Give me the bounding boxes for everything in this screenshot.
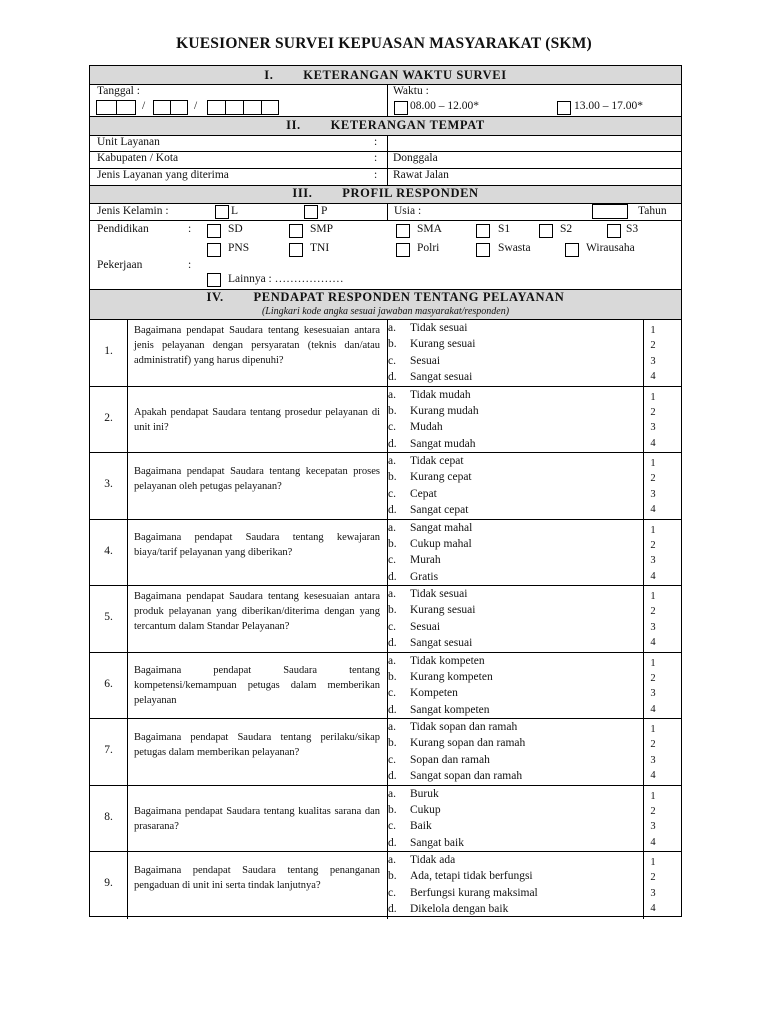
score-code[interactable]: 3 [650, 422, 656, 434]
pendidikan-smp-label: SMP [310, 223, 334, 235]
option-text: Tidak kompeten [410, 654, 485, 667]
jenis-layanan-value[interactable]: Rawat Jalan [393, 169, 449, 181]
option-text: Sangat sesuai [410, 371, 473, 384]
score-codes [644, 390, 662, 452]
question-number: 2. [104, 411, 113, 424]
answer-option[interactable] [388, 520, 472, 536]
option-letter: d. [388, 637, 397, 650]
option-letter: b. [388, 404, 397, 417]
option-letter: b. [388, 338, 397, 351]
answer-option[interactable] [388, 653, 493, 669]
score-codes [644, 323, 662, 385]
score-code[interactable]: 3 [650, 821, 656, 833]
score-code[interactable]: 1 [650, 724, 656, 735]
answer-options [388, 719, 525, 785]
answer-option[interactable] [388, 486, 472, 502]
pendidikan-sd-checkbox[interactable] [207, 224, 221, 238]
colon: : [374, 136, 378, 148]
option-letter: a. [388, 521, 396, 534]
colon: : [188, 223, 192, 235]
answer-options [388, 520, 472, 586]
option-text: Tidak mudah [410, 388, 471, 401]
score-code[interactable]: 1 [650, 458, 656, 469]
answer-option[interactable] [388, 387, 479, 403]
option-letter: b. [388, 670, 397, 683]
option-letter: d. [388, 703, 397, 716]
answer-option[interactable] [388, 852, 538, 868]
option-text: Kurang kompeten [410, 670, 493, 683]
score-codes [644, 855, 662, 917]
question-row [90, 453, 681, 520]
answer-options [388, 453, 472, 519]
score-code[interactable]: 2 [650, 672, 656, 684]
option-letter: c. [388, 554, 396, 567]
pekerjaan-pns-label: PNS [228, 242, 250, 254]
answer-option[interactable] [388, 536, 472, 552]
question-text: Apakah pendapat Saudara tentang prosedur pelayanan di unit ini? [134, 406, 380, 433]
score-code[interactable]: 4 [650, 903, 656, 915]
section-1-heading: I. KETERANGAN WAKTU SURVEI [264, 68, 507, 82]
answer-option[interactable] [388, 818, 464, 834]
usia-input[interactable] [592, 204, 628, 219]
answer-option[interactable] [388, 619, 475, 635]
option-text: Tidak sopan dan ramah [410, 721, 518, 733]
option-text: Sopan dan ramah [410, 753, 490, 766]
pendidikan-s3-checkbox[interactable] [607, 224, 621, 238]
tanggal-label: Tanggal : [97, 85, 140, 97]
section-2-heading: II. KETERANGAN TEMPAT [286, 118, 485, 132]
question-number: 9. [104, 877, 113, 890]
pendidikan-s2-label: S2 [560, 223, 573, 235]
answer-option[interactable] [388, 719, 525, 735]
gender-l-label: L [231, 205, 239, 217]
question-text: Bagaimana pendapat Saudara tentang kesesuaian antara jenis pelayanan dengan persyaratan (teknis dan/atau administratif) yang harus dipenuhi? [134, 325, 380, 367]
score-code[interactable]: 3 [650, 688, 656, 700]
score-code[interactable]: 1 [650, 591, 656, 602]
waktu-siang-label: 13.00 – 17.00* [574, 100, 643, 112]
pekerjaan-lainnya-checkbox[interactable] [207, 273, 221, 287]
option-text: Cepat [410, 487, 437, 500]
score-code[interactable]: 2 [650, 805, 656, 817]
answer-option[interactable] [388, 403, 479, 419]
option-letter: a. [388, 654, 396, 667]
option-letter: a. [388, 455, 396, 467]
answer-option[interactable] [388, 868, 538, 884]
answer-option[interactable] [388, 469, 472, 485]
pendidikan-s1-label: S1 [498, 223, 511, 235]
option-text: Tidak ada [410, 854, 456, 866]
option-letter: b. [388, 604, 397, 617]
option-letter: b. [388, 870, 397, 883]
option-text: Gratis [410, 570, 439, 583]
answer-option[interactable] [388, 569, 472, 585]
score-codes [644, 456, 662, 518]
option-text: Kurang sopan dan ramah [410, 737, 526, 750]
option-text: Tidak sesuai [410, 322, 468, 334]
score-code[interactable]: 1 [650, 325, 656, 336]
answer-option[interactable] [388, 802, 464, 818]
score-code[interactable]: 3 [650, 887, 656, 899]
option-letter: d. [388, 770, 397, 783]
colon: : [374, 152, 378, 164]
question-number: 4. [104, 544, 113, 557]
pekerjaan-label: Pekerjaan [97, 259, 143, 271]
option-text: Sangat sopan dan ramah [410, 770, 523, 783]
colon: : [374, 169, 378, 181]
score-code[interactable]: 4 [650, 703, 656, 715]
answer-option[interactable] [388, 735, 525, 751]
jenis-layanan-label: Jenis Layanan yang diterima [97, 169, 229, 181]
answer-option[interactable] [388, 436, 479, 452]
answer-option[interactable] [388, 752, 525, 768]
option-text: Kompeten [410, 687, 458, 700]
option-letter: d. [388, 504, 397, 517]
option-text: Kurang cepat [410, 471, 472, 484]
question-text: Bagaimana pendapat Saudara tentang kesesuaian antara produk pelayanan yang diberikan/diterima dengan yang tercantum dalam Standar Pelayanan? [134, 591, 380, 633]
option-text: Tidak cepat [410, 455, 464, 467]
score-code[interactable]: 1 [650, 657, 656, 669]
pekerjaan-tni-label: TNI [310, 242, 330, 254]
answer-option[interactable] [388, 320, 475, 336]
option-text: Sesuai [410, 354, 441, 367]
pekerjaan-polri-checkbox[interactable] [396, 243, 410, 257]
option-letter: c. [388, 620, 396, 633]
score-code[interactable]: 3 [650, 555, 656, 567]
answer-option[interactable] [388, 369, 475, 385]
option-text: Berfungsi kurang maksimal [410, 886, 538, 899]
score-code[interactable]: 3 [650, 488, 656, 500]
score-code[interactable]: 2 [650, 406, 656, 418]
waktu-pagi-label: 08.00 – 12.00* [410, 100, 479, 112]
option-letter: c. [388, 820, 396, 833]
option-text: Tidak sesuai [410, 588, 468, 600]
option-letter: c. [388, 886, 396, 899]
option-letter: b. [388, 737, 397, 750]
question-text: Bagaimana pendapat Saudara tentang kecepatan proses pelayanan oleh petugas pelayanan? [134, 465, 380, 492]
question-text: Bagaimana pendapat Saudara tentang kualitas sarana dan prasarana? [134, 805, 380, 832]
pekerjaan-pns-checkbox[interactable] [207, 243, 221, 257]
option-letter: a. [388, 322, 396, 334]
score-code[interactable]: 4 [650, 371, 656, 383]
section-3-heading: III. PROFIL RESPONDEN [292, 186, 479, 200]
score-code[interactable]: 4 [650, 437, 656, 449]
option-letter: b. [388, 471, 397, 484]
question-text: Bagaimana pendapat Saudara tentang kompetensi/kemampuan petugas dalam memberikan pelayanan [134, 665, 380, 707]
pendidikan-sma-checkbox[interactable] [396, 224, 410, 238]
colon: : [188, 259, 192, 271]
answer-option[interactable] [388, 419, 479, 435]
option-text: Ada, tetapi tidak berfungsi [410, 870, 533, 883]
option-text: Cukup mahal [410, 537, 472, 550]
option-letter: c. [388, 487, 396, 500]
kabupaten-value[interactable]: Donggala [393, 152, 438, 164]
question-row [90, 719, 681, 786]
question-number: 3. [104, 478, 113, 491]
option-letter: c. [388, 354, 396, 367]
page-title: KUESIONER SURVEI KEPUASAN MASYARAKAT (SKM) [176, 35, 592, 52]
option-text: Baik [410, 820, 432, 833]
option-text: Sangat sesuai [410, 637, 473, 650]
question-row [90, 387, 681, 454]
score-code[interactable]: 2 [650, 473, 656, 485]
option-letter: c. [388, 687, 396, 700]
answer-option[interactable] [388, 685, 493, 701]
date-separator: / [194, 100, 198, 112]
score-code[interactable]: 2 [650, 340, 656, 352]
option-letter: d. [388, 437, 397, 450]
question-number: 8. [104, 810, 113, 823]
answer-option[interactable] [388, 901, 538, 917]
score-code[interactable]: 3 [650, 621, 656, 633]
option-letter: a. [388, 854, 396, 866]
answer-options [388, 320, 475, 386]
question-row [90, 320, 681, 387]
score-code[interactable]: 2 [650, 739, 656, 751]
score-code[interactable]: 4 [650, 770, 656, 782]
option-text: Murah [410, 554, 441, 567]
questionnaire-form [89, 65, 682, 917]
question-text: Bagaimana pendapat Saudara tentang kewajaran biaya/tarif pelayanan yang diberikan? [134, 532, 380, 559]
answer-option[interactable] [388, 453, 472, 469]
answer-option[interactable] [388, 502, 472, 518]
option-text: Mudah [410, 421, 443, 434]
score-codes [644, 589, 662, 651]
score-code[interactable]: 3 [650, 355, 656, 367]
option-text: Sesuai [410, 620, 441, 633]
score-codes [644, 789, 662, 851]
option-letter: a. [388, 388, 396, 401]
question-row [90, 586, 681, 653]
question-text: Bagaimana pendapat Saudara tentang penanganan pengaduan di unit ini serta tindak lanjutnya? [134, 864, 380, 891]
option-letter: d. [388, 836, 397, 849]
score-code[interactable]: 2 [650, 606, 656, 618]
option-text: Sangat mudah [410, 437, 476, 450]
score-codes [644, 722, 662, 784]
pendidikan-smp-checkbox[interactable] [289, 224, 303, 238]
option-text: Kurang sesuai [410, 338, 476, 351]
score-code[interactable]: 4 [650, 637, 656, 649]
score-code[interactable]: 4 [650, 836, 656, 848]
score-code[interactable]: 2 [650, 872, 656, 884]
pekerjaan-lainnya-label: Lainnya : ……………… [228, 273, 344, 285]
pekerjaan-swasta-label: Swasta [498, 242, 531, 254]
option-letter: c. [388, 421, 396, 434]
score-code[interactable]: 1 [650, 790, 656, 802]
question-number: 7. [104, 744, 113, 757]
option-text: Sangat baik [410, 836, 464, 849]
score-code[interactable]: 1 [650, 857, 656, 868]
section-4-instruction: (Lingkari kode angka sesuai jawaban masyarakat/responden) [261, 306, 510, 317]
pekerjaan-tni-checkbox[interactable] [289, 243, 303, 257]
gender-p-label: P [321, 205, 328, 217]
score-code[interactable]: 4 [650, 504, 656, 516]
tahun-label: Tahun [638, 205, 667, 217]
score-codes [644, 656, 662, 718]
answer-option[interactable] [388, 835, 464, 851]
option-text: Sangat mahal [410, 521, 473, 534]
question-number: 5. [104, 611, 113, 624]
question-number: 1. [104, 345, 113, 358]
option-text: Sangat kompeten [410, 703, 490, 716]
pekerjaan-wirausaha-label: Wirausaha [586, 242, 635, 254]
option-letter: c. [388, 753, 396, 766]
answer-option[interactable] [388, 586, 475, 602]
pekerjaan-polri-label: Polri [417, 242, 440, 254]
gender-p-checkbox[interactable] [304, 205, 318, 219]
usia-label: Usia : [394, 205, 422, 217]
day-input[interactable] [96, 100, 136, 115]
answer-option[interactable] [388, 768, 525, 784]
option-letter: b. [388, 803, 397, 816]
year-input[interactable] [207, 100, 279, 115]
waktu-pagi-checkbox[interactable] [394, 101, 408, 115]
unit-layanan-label: Unit Layanan [97, 136, 160, 148]
question-number: 6. [104, 677, 113, 690]
waktu-label: Waktu : [393, 85, 429, 97]
pendidikan-s1-checkbox[interactable] [476, 224, 490, 238]
option-text: Kurang sesuai [410, 604, 476, 617]
option-text: Kurang mudah [410, 404, 479, 417]
question-row [90, 852, 681, 919]
answer-option[interactable] [388, 602, 475, 618]
pendidikan-sma-label: SMA [417, 223, 442, 235]
score-code[interactable]: 4 [650, 570, 656, 582]
option-letter: d. [388, 903, 397, 916]
option-letter: d. [388, 371, 397, 384]
score-code[interactable]: 1 [650, 391, 656, 403]
answer-options [388, 786, 464, 852]
score-code[interactable]: 3 [650, 754, 656, 766]
option-text: Buruk [410, 787, 439, 800]
score-code[interactable]: 2 [650, 539, 656, 551]
option-letter: a. [388, 588, 396, 600]
date-separator: / [142, 100, 146, 112]
answer-option[interactable] [388, 353, 475, 369]
question-text: Bagaimana pendapat Saudara tentang perilaku/sikap petugas dalam memberikan pelayanan? [134, 731, 380, 758]
answer-options [388, 586, 475, 652]
answer-option[interactable] [388, 552, 472, 568]
question-row [90, 520, 681, 587]
gender-l-checkbox[interactable] [215, 205, 229, 219]
answer-option[interactable] [388, 336, 475, 352]
pendidikan-s3-label: S3 [626, 223, 639, 235]
pendidikan-sd-label: SD [228, 223, 243, 235]
month-input[interactable] [153, 100, 188, 115]
option-text: Sangat cepat [410, 504, 469, 517]
pendidikan-label: Pendidikan [97, 223, 149, 235]
question-row [90, 653, 681, 720]
pendidikan-s2-checkbox[interactable] [539, 224, 553, 238]
option-letter: a. [388, 721, 396, 733]
question-row [90, 786, 681, 853]
answer-option[interactable] [388, 635, 475, 651]
option-text: Cukup [410, 803, 441, 816]
section-4-heading: IV. PENDAPAT RESPONDEN TENTANG PELAYANAN [206, 290, 565, 304]
waktu-siang-checkbox[interactable] [557, 101, 571, 115]
answer-option[interactable] [388, 702, 493, 718]
answer-option[interactable] [388, 786, 464, 802]
pekerjaan-wirausaha-checkbox[interactable] [565, 243, 579, 257]
score-code[interactable]: 1 [650, 524, 656, 536]
pekerjaan-swasta-checkbox[interactable] [476, 243, 490, 257]
option-letter: a. [388, 787, 396, 800]
answer-options [388, 653, 493, 719]
score-codes [644, 523, 662, 585]
answer-option[interactable] [388, 885, 538, 901]
option-text: Dikelola dengan baik [410, 903, 509, 916]
answer-option[interactable] [388, 669, 493, 685]
answer-options [388, 387, 479, 453]
kabupaten-label: Kabupaten / Kota [97, 152, 179, 164]
option-letter: b. [388, 537, 397, 550]
jenis-kelamin-label: Jenis Kelamin : [97, 205, 169, 217]
answer-options [388, 852, 538, 918]
option-letter: d. [388, 570, 397, 583]
